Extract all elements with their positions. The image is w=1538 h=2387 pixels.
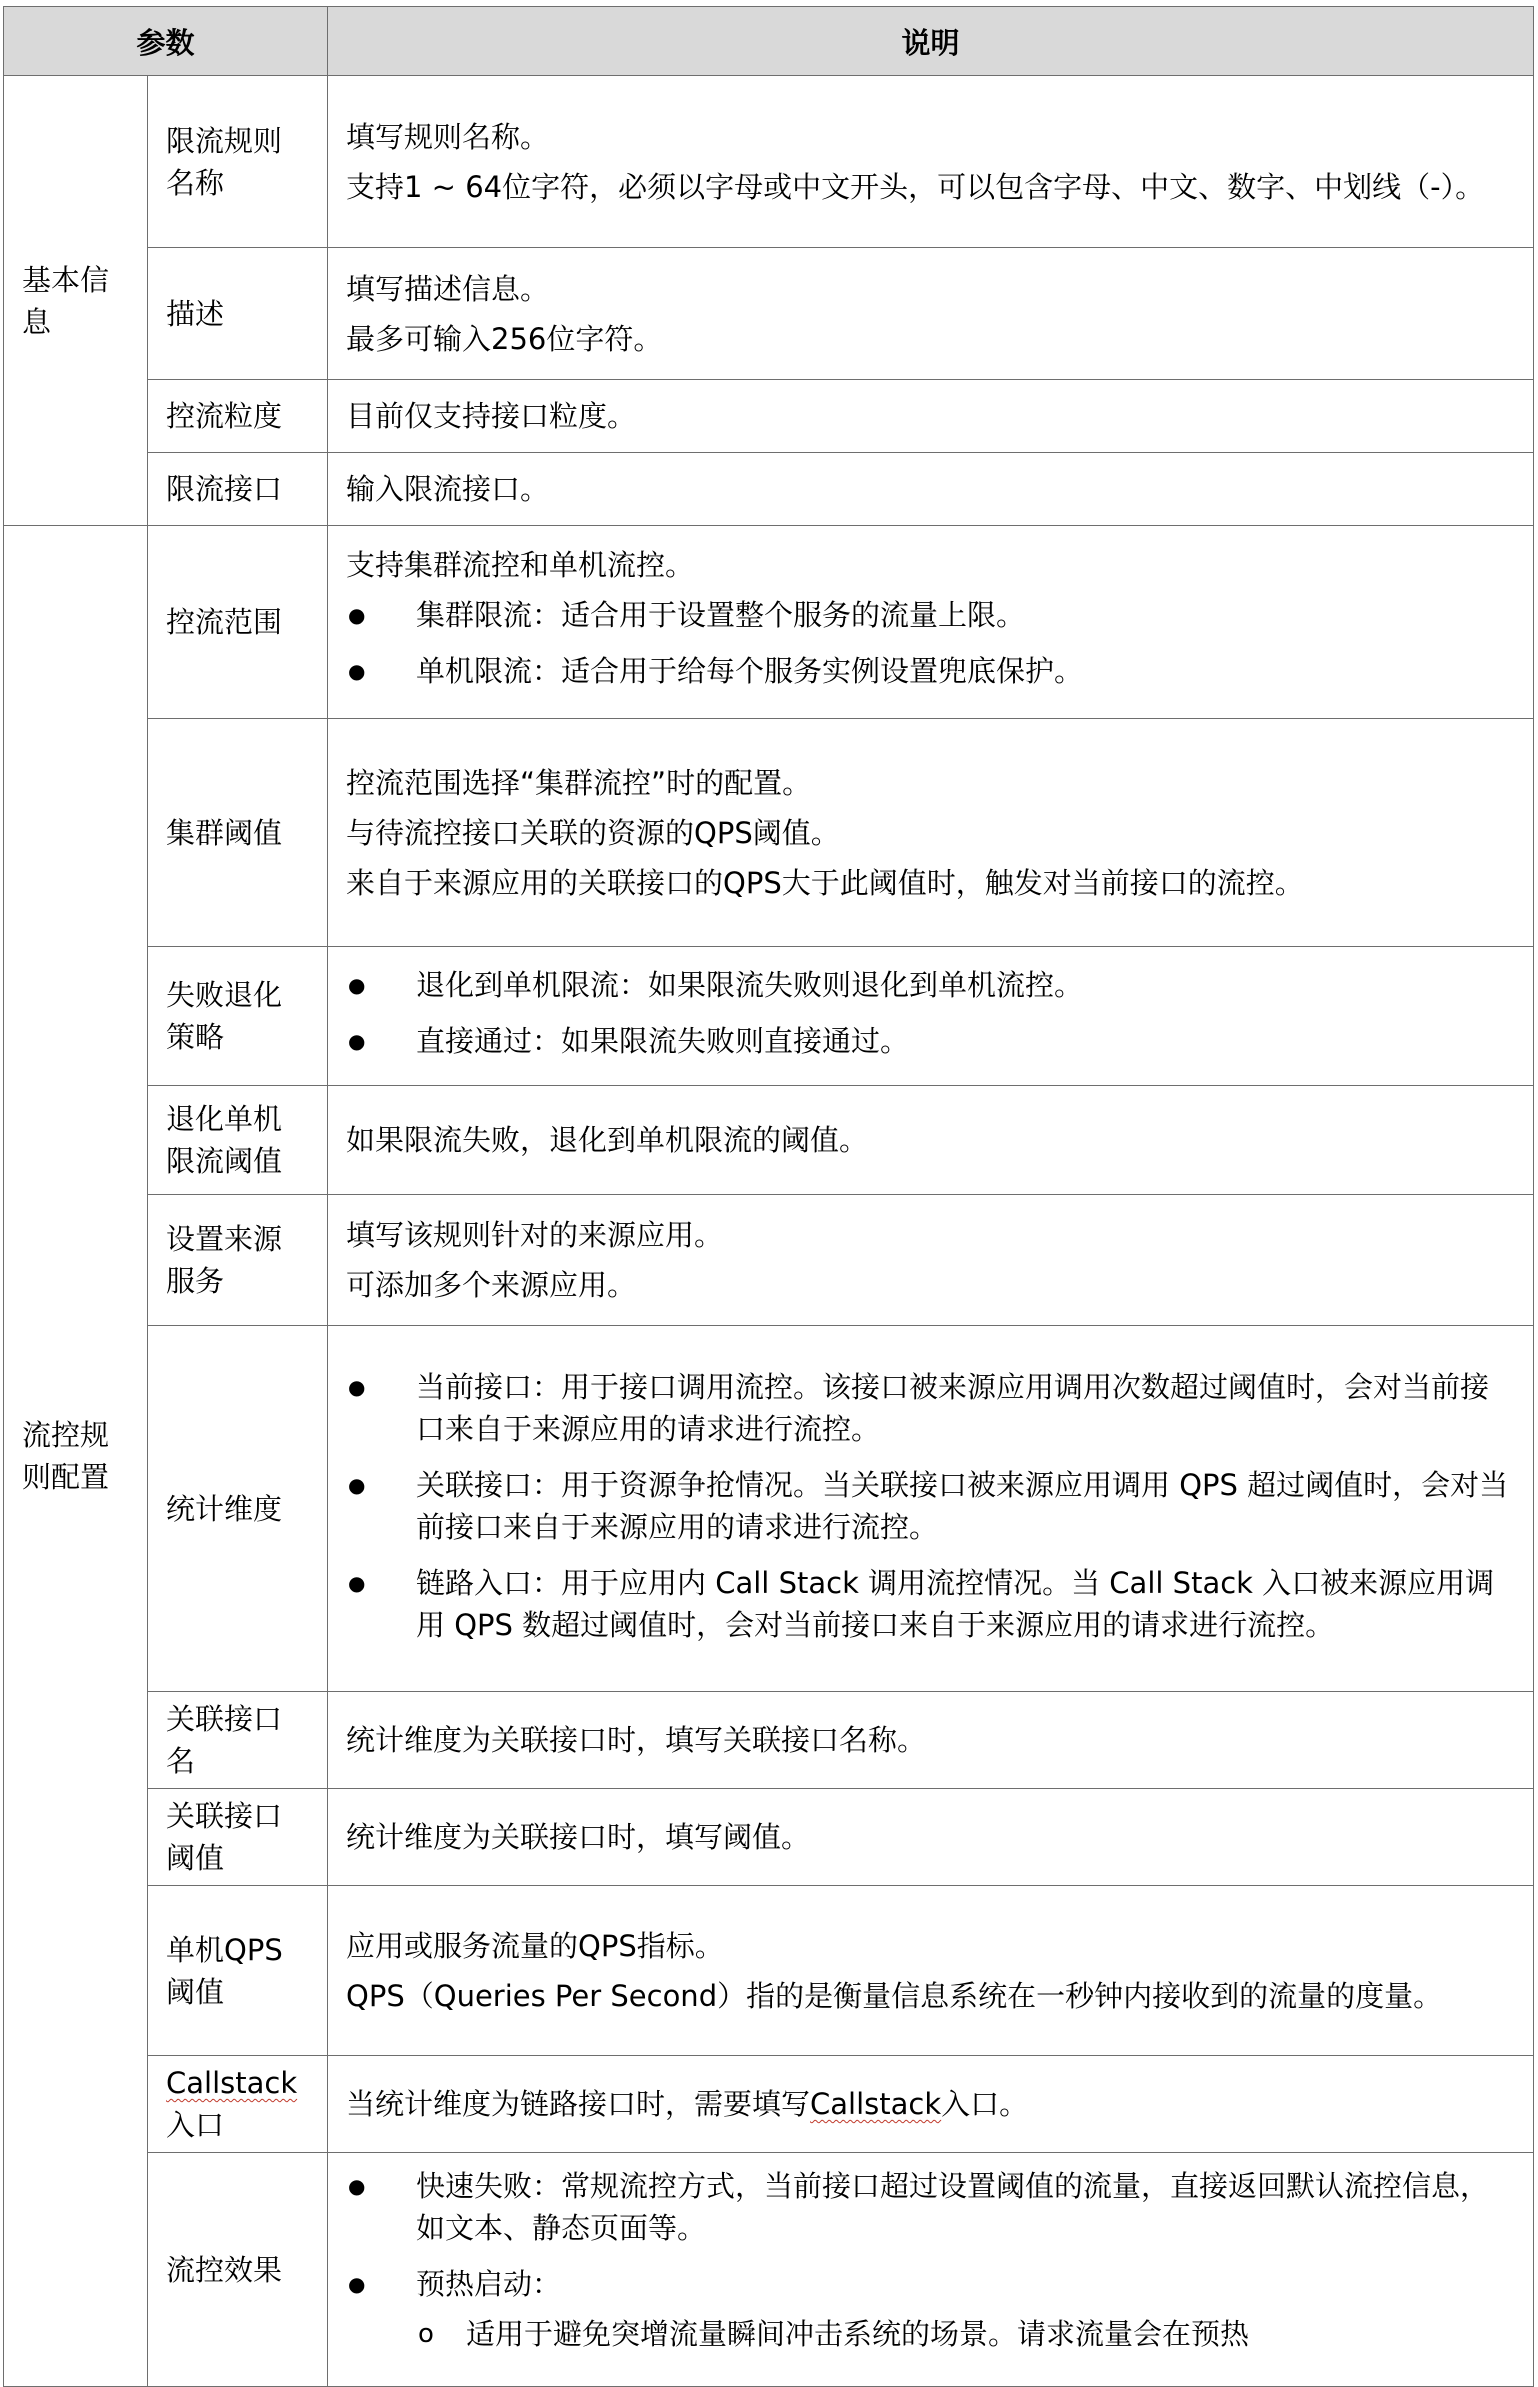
sub-bullet-list: [346, 2313, 1515, 2355]
param-name: 限流规则名称: [148, 76, 328, 248]
param-name: 关联接口名: [148, 1692, 328, 1789]
bullet-list: [346, 964, 1515, 1062]
table-row: [4, 947, 1534, 1086]
param-name: 关联接口阈值: [148, 1789, 328, 1886]
desc-line: QPS（Queries Per Second）指的是衡量信息系统在一秒钟内接收到的流量的度量。: [346, 1978, 1443, 2013]
table-row: [4, 453, 1534, 526]
header-param: 参数: [4, 7, 328, 76]
param-name: 退化单机限流阈值: [148, 1086, 328, 1195]
desc-line: 统计维度为关联接口时，填写阈值。: [346, 1820, 811, 1854]
desc-line: 目前仅支持接口粒度。: [346, 399, 637, 433]
table-row: [4, 1086, 1534, 1195]
table-row: [4, 1692, 1534, 1789]
param-desc: [328, 248, 1534, 380]
param-name: 设置来源服务: [148, 1195, 328, 1326]
param-desc: [328, 526, 1534, 719]
list-item: ● 快速失败：常规流控方式，当前接口超过设置阈值的流量，直接返回默认流控信息，如文本、静态页面等。: [346, 2165, 1515, 2249]
list-item: o 适用于避免突增流量瞬间冲击系统的场景。请求流量会在预热: [346, 2313, 1515, 2355]
desc-line: 与待流控接口关联的资源的QPS阈值。: [346, 815, 840, 850]
bullet-list: [346, 594, 1515, 692]
table-row: [4, 248, 1534, 380]
list-item: ● 关联接口：用于资源争抢情况。当关联接口被来源应用调用 QPS 超过阈值时，会对当前接口来自于来源应用的请求进行流控。: [346, 1464, 1515, 1548]
desc-line: 统计维度为关联接口时，填写关联接口名称。: [346, 1723, 927, 1757]
param-desc: [328, 1086, 1534, 1195]
group-flow: 流控规则配置: [4, 526, 148, 2387]
param-desc: [328, 1326, 1534, 1692]
param-desc: [328, 947, 1534, 1086]
desc-line: 支持集群流控和单机流控。: [346, 548, 695, 582]
param-desc: [328, 453, 1534, 526]
list-item: [346, 2263, 1515, 2305]
param-name: 统计维度: [148, 1326, 328, 1692]
desc-line: 最多可输入256位字符。: [346, 321, 663, 356]
desc-line: 来自于来源应用的关联接口的QPS大于此阈值时，触发对当前接口的流控。: [346, 865, 1304, 900]
param-name: 失败退化策略: [148, 947, 328, 1086]
table-row: [4, 1195, 1534, 1326]
param-desc: [328, 76, 1534, 248]
list-item: ● 直接通过：如果限流失败则直接通过。: [346, 1020, 1515, 1062]
param-name: [148, 2056, 328, 2153]
desc-line: 填写描述信息。: [346, 271, 550, 306]
table-row: [4, 526, 1534, 719]
param-desc: [328, 1195, 1534, 1326]
param-desc: [328, 1886, 1534, 2056]
desc-line: 填写该规则针对的来源应用。: [346, 1218, 724, 1252]
desc-line: 如果限流失败，退化到单机限流的阈值。: [346, 1123, 869, 1157]
table-row: [4, 76, 1534, 248]
table-row: [4, 719, 1534, 947]
param-name: 限流接口: [148, 453, 328, 526]
desc-line: 控流范围选择“集群流控”时的配置。: [346, 765, 812, 800]
param-name: 集群阈值: [148, 719, 328, 947]
list-item: ● 链路入口：用于应用内 Call Stack 调用流控情况。当 Call Stack 入口被来源应用调用 QPS 数超过阈值时，会对当前接口来自于来源应用的请求进行流控。: [346, 1562, 1515, 1646]
table-row: [4, 1886, 1534, 2056]
desc-text: 当统计维度为链路接口时，需要填写: [346, 2087, 811, 2121]
table-row: [4, 1326, 1534, 1692]
bullet-list: [346, 2165, 1515, 2305]
table-row: [4, 380, 1534, 453]
list-item: ● 当前接口：用于接口调用流控。该接口被来源应用调用次数超过阈值时，会对当前接口来自于来源应用的请求进行流控。: [346, 1366, 1515, 1450]
desc-line: 可添加多个来源应用。: [346, 1268, 637, 1302]
desc-line: 填写规则名称。: [346, 119, 550, 154]
list-item: ● 单机限流：适合用于给每个服务实例设置兜底保护。: [346, 650, 1515, 692]
table-row: [4, 1789, 1534, 1886]
desc-line: 应用或服务流量的QPS指标。: [346, 1928, 724, 1963]
param-desc: [328, 1789, 1534, 1886]
table-row: [4, 2056, 1534, 2153]
list-item: ● 集群限流：适合用于设置整个服务的流量上限。: [346, 594, 1515, 636]
param-name: 单机QPS阈值: [148, 1886, 328, 2056]
param-name: 描述: [148, 248, 328, 380]
param-desc: [328, 2153, 1534, 2387]
table-row: [4, 2153, 1534, 2387]
desc-line: [346, 2083, 1515, 2125]
param-name: 控流粒度: [148, 380, 328, 453]
group-basic: 基本信息: [4, 76, 148, 526]
desc-line: 输入限流接口。: [346, 472, 550, 506]
bullet-list: [346, 1366, 1515, 1646]
list-item: ● 退化到单机限流：如果限流失败则退化到单机流控。: [346, 964, 1515, 1006]
param-desc: [328, 2056, 1534, 2153]
list-item-label: 预热启动：: [416, 2267, 562, 2301]
callstack-term: Callstack: [810, 2087, 942, 2121]
parameter-table: [3, 6, 1534, 2387]
param-name: 控流范围: [148, 526, 328, 719]
callstack-term: Callstack: [166, 2066, 298, 2100]
desc-text: 入口。: [941, 2087, 1029, 2121]
param-name: 流控效果: [148, 2153, 328, 2387]
header-desc: 说明: [328, 7, 1534, 76]
param-name-suffix: 入口: [166, 2108, 225, 2142]
desc-line: 支持1 ~ 64位字符，必须以字母或中文开头，可以包含字母、中文、数字、中划线（-）。: [346, 169, 1485, 204]
table-header-row: [4, 7, 1534, 76]
param-desc: [328, 380, 1534, 453]
param-desc: [328, 719, 1534, 947]
param-desc: [328, 1692, 1534, 1789]
